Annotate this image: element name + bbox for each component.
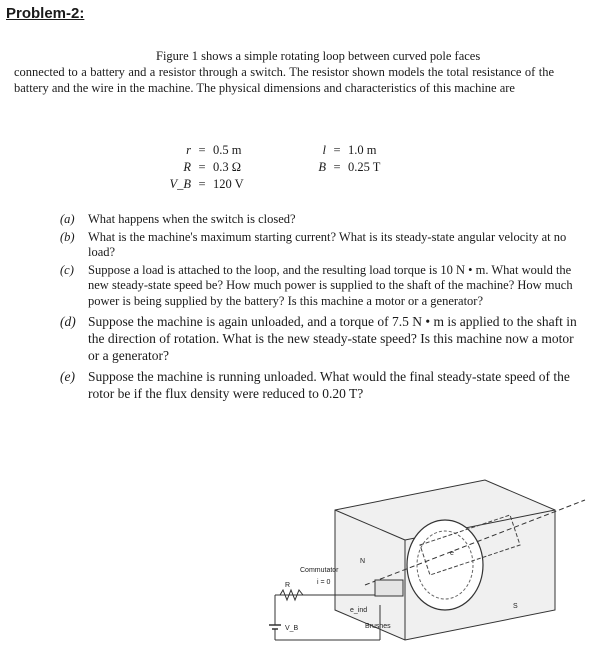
param-value: 0.5 m <box>213 143 242 157</box>
question-item <box>60 313 585 364</box>
param-value: 0.25 T <box>348 160 381 174</box>
intro-paragraph <box>14 48 554 96</box>
commutator-body <box>375 580 403 596</box>
question-label: (e) <box>60 369 75 384</box>
brushes-label: Brushes <box>365 623 391 630</box>
figure-reference: Figure 1 <box>156 49 199 63</box>
param-symbol: R <box>183 160 191 174</box>
question-item <box>60 230 585 261</box>
param-row <box>165 159 244 176</box>
parameter-list-right <box>300 142 380 176</box>
rotating-loop-figure <box>255 470 595 655</box>
equals-sign: = <box>198 160 206 174</box>
question-label: (d) <box>60 314 76 329</box>
south-pole-label: S <box>513 603 518 610</box>
param-row <box>300 159 380 176</box>
param-row <box>165 176 244 193</box>
param-symbol: r <box>186 143 191 157</box>
param-row <box>165 142 244 159</box>
question-item <box>60 368 585 402</box>
param-symbol: B <box>318 160 326 174</box>
question-label: (a) <box>60 212 75 226</box>
question-label: (b) <box>60 229 75 244</box>
question-text: Suppose the machine is again unloaded, and a torque of 7.5 N • m is applied to the shaft in the direction of rotation. What is the new steady-state speed? Is this machine now a motor or a generator? <box>88 314 577 363</box>
induced-voltage-label: e_ind <box>350 607 368 614</box>
param-row <box>300 142 380 159</box>
param-value: 120 V <box>213 177 244 191</box>
equals-sign: = <box>333 143 341 157</box>
battery-label: V_B <box>285 625 299 632</box>
question-label: (c) <box>60 262 74 277</box>
emf-label: e <box>450 550 454 557</box>
question-text: What happens when the switch is closed? <box>88 212 296 226</box>
param-value: 1.0 m <box>348 143 377 157</box>
problem-heading: Problem-2: <box>6 5 85 22</box>
equals-sign: = <box>198 143 206 157</box>
commutator-label: Commutator <box>300 567 339 574</box>
parameter-list-left <box>165 142 244 193</box>
current-label: i = 0 <box>317 579 331 586</box>
equals-sign: = <box>198 177 206 191</box>
question-text: What is the machine's maximum starting current? What is its steady-state angular velocity at no load? <box>88 229 567 259</box>
intro-lead-text: shows a simple rotating loop between curved pole faces <box>198 49 481 63</box>
question-item <box>60 263 585 310</box>
question-text: Suppose the machine is running unloaded. What would the final steady-state speed of the rotor be if the flux density were reduced to 0.20 T? <box>88 369 570 401</box>
equals-sign: = <box>333 160 341 174</box>
intro-rest-text: connected to a battery and a resistor through a switch. The resistor shown models the total resistance of the battery and the wire in the machine. The physical dimensions and characteristics of this machine are <box>14 65 554 95</box>
param-symbol: l <box>322 143 326 157</box>
resistor-label: R <box>285 582 291 589</box>
param-value: 0.3 Ω <box>213 160 242 174</box>
question-text: Suppose a load is attached to the loop, and the resulting load torque is 10 N • m. What would the new steady-state speed be? How much power is supplied to the shaft of the machine? How much power is being supplied by the battery? Is this machine a motor or a generator? <box>88 262 573 308</box>
question-item <box>60 212 585 228</box>
question-list <box>60 212 585 404</box>
param-symbol: V_B <box>169 177 191 191</box>
rotor-cylinder <box>407 520 483 610</box>
north-pole-label: N <box>360 558 366 565</box>
